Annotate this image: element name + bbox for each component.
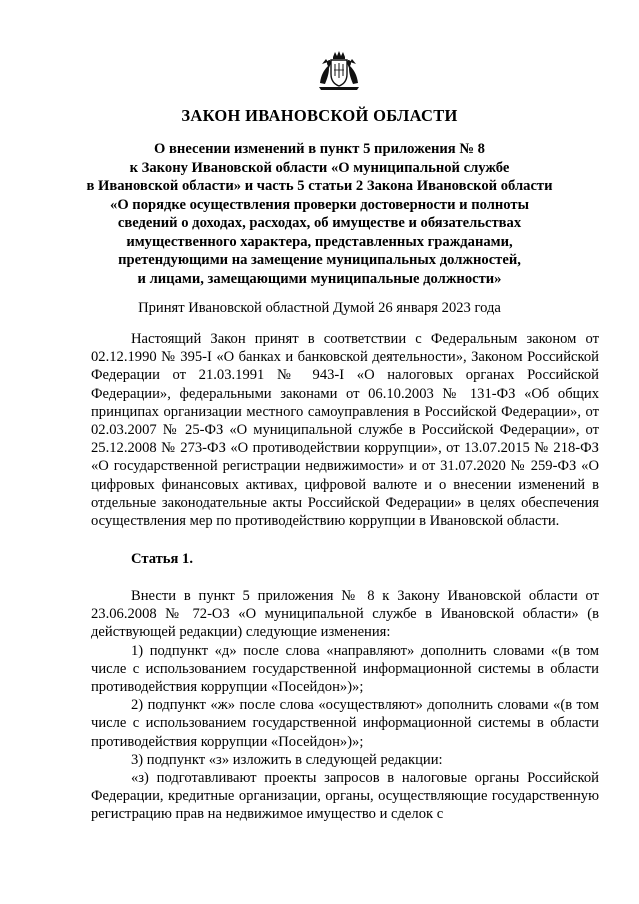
subject-line: и лицами, замещающими муниципальные должности»	[137, 270, 502, 287]
law-title: ЗАКОН ИВАНОВСКОЙ ОБЛАСТИ	[181, 106, 458, 125]
subject-line: в Ивановской области» и часть 5 статьи 2 Закона Ивановской области	[86, 178, 553, 194]
adoption-line: Принят Ивановской областной Думой 26 января 2023 года	[138, 300, 501, 316]
preamble-paragraph: Настоящий Закон принят в соответствии с Федеральным законом от 02.12.1990 № 395-I «О банках и банковской деятельности», Законом Российской Федерации от 21.03.1991 № 943-I «О налоговых органах Российской Федерации», федеральными законами от 06.10.2003 № 131-ФЗ «Об общих принципах организации местного самоуправления в Российской Федерации», от 02.03.2007 № 25-ФЗ «О муниципальной службе в Российской Федерации», от 25.12.2008 № 273-ФЗ «О противодействии коррупции», от 13.07.2015 № 218-ФЗ «О государственной регистрации недвижимости» и от 31.07.2020 № 259-ФЗ «О цифровых финансовых активах, цифровой валюте и о внесении изменений в отдельные законодательные акты Российской Федерации» в целях обеспечения осуществления мер по противодействию коррупции в Ивановской области.	[91, 331, 599, 530]
article-paragraph: 2) подпункт «ж» после слова «осуществляют» дополнить словами «(в том числе с использованием государственной информационной системы в области противодействия коррупции «Посейдон»)»;	[91, 697, 599, 750]
article-paragraph: 1) подпункт «д» после слова «направляют» дополнить словами «(в том числе с использованием государственной информационной системы в области противодействия коррупции «Посейдон»)»;	[91, 642, 599, 696]
article-body	[91, 587, 599, 824]
article-paragraph: Внести в пункт 5 приложения № 8 к Закону Ивановской области от 23.06.2008 № 72-ОЗ «О муниципальной службе в Ивановской области» (в действующей редакции) следующие изменения:	[91, 588, 599, 641]
preamble	[91, 330, 599, 530]
coat-of-arms-icon	[316, 50, 362, 92]
article-paragraph: «з) подготавливают проекты запросов в налоговые органы Российской Федерации, кредитные организации, органы, осуществляющие государственную регистрацию прав на недвижимое имущество и сделок с	[91, 770, 599, 823]
subject-line: претендующими на замещение муниципальных должностей,	[118, 252, 521, 268]
article-paragraph: 3) подпункт «з» изложить в следующей редакции:	[131, 751, 443, 768]
subject-line: имущественного характера, представленных гражданами,	[126, 233, 513, 250]
subject-line: сведений о доходах, расходах, об имуществе и обязательствах	[117, 215, 522, 231]
law-subject	[60, 140, 579, 288]
subject-line: О внесении изменений в пункт 5 приложения № 8	[154, 141, 485, 157]
article-heading: Статья 1.	[131, 551, 193, 567]
subject-line: к Закону Ивановской области «О муниципальной службе	[129, 159, 510, 176]
subject-line: «О порядке осуществления проверки достоверности и полноты	[110, 196, 529, 213]
